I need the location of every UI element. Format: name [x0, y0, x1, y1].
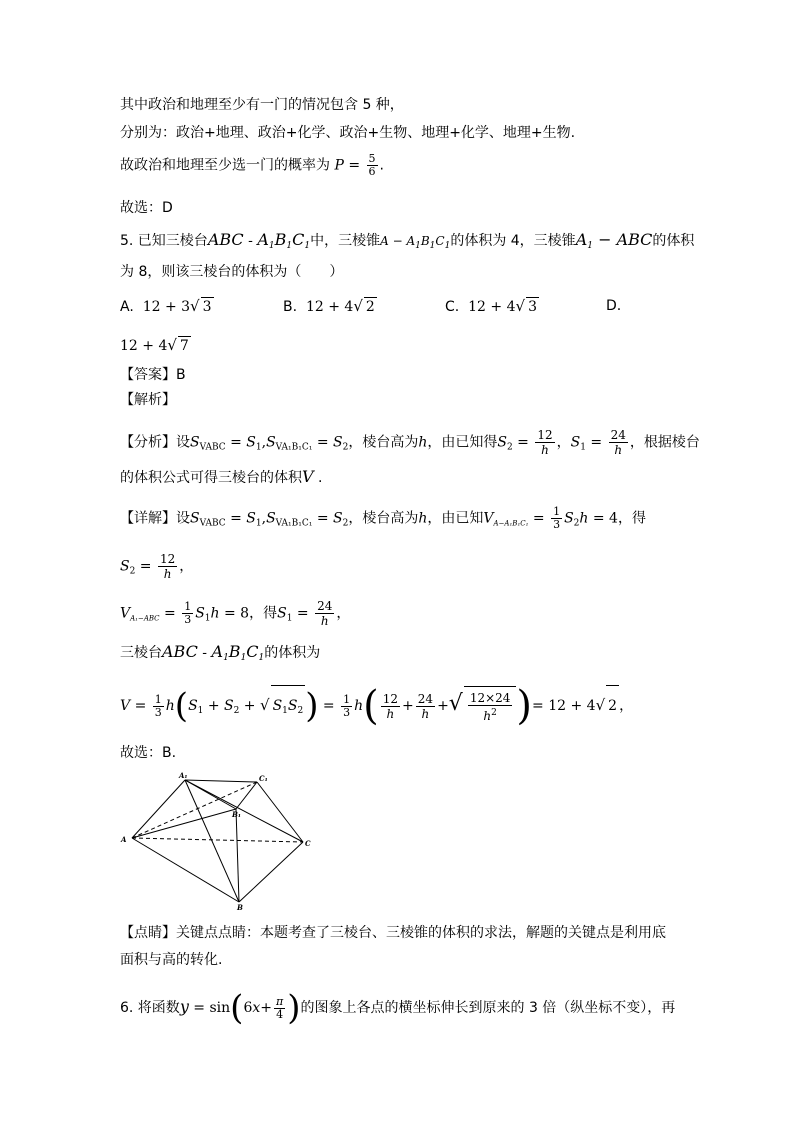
answer: 【答案】B	[120, 367, 186, 383]
label-a: A	[121, 835, 127, 844]
detail-s2: $S_2$ = $\frac{12}{h}$ ，	[120, 552, 194, 581]
key-point-line2: 面积与高的转化.	[120, 952, 223, 968]
label-a1: A₁	[179, 771, 188, 780]
frustum-figure	[115, 770, 325, 910]
question-5: 5. 已知三棱台ABC - $A_1B_1C_1$中，三棱锥$A - A_1B_1C_1$的体积为 4，三棱锥$A_1$ − ABC的体积	[120, 230, 695, 251]
choose-b: 故选：B.	[120, 745, 177, 761]
choose-d: 故选：D	[120, 200, 173, 216]
question-5-line2: 为 8，则该三棱台的体积为（ ）	[120, 264, 344, 280]
option-d: 12 + 4√ 7	[120, 336, 189, 354]
label-c1: C₁	[259, 774, 268, 783]
option-a: A. 12 + 3√ 3	[120, 297, 212, 315]
probability-line: 故政治和地理至少选一门的概率为 P = $\frac{5}{6}$ .	[120, 152, 384, 178]
text-line: 分别为：政治+地理、政治+化学、政治+生物、地理+化学、地理+生物.	[120, 125, 576, 141]
analysis-line: 【分析】设$S_{VABC} = S_1,S_{VA_1B_1C_1} = S_2$，棱台高为h，由已知得$S_2$ = $\frac{12}{h}$ ，$S_1$ = $\frac{24}{h}$ ，根据棱台	[120, 428, 700, 457]
detail-line: 【详解】设$S_{VABC} = S_1,S_{VA_1B_1C_1} = S_2$，棱台高为h，由已知$V_{A-A_1B_1C_1}$ = $\frac{1}{3}$ $S_2h = 4$，得	[120, 505, 646, 531]
volume-formula: V = $\frac{1}{3}$ $h(S_1 + S_2$ + √ $S_1S_2$) = $\frac{1}{3}$ h( $\frac{12}{h}$ + $\frac{24}{h}$ +√ $\frac{12\times 24}{h^2}$ )= 12 + 4√ 2 ，	[120, 683, 634, 729]
label-b1: B₁	[232, 810, 241, 819]
label-b: B	[237, 903, 243, 910]
analysis-line2: 的体积公式可得三棱台的体积V .	[120, 467, 323, 486]
detail-volume-lead: 三棱台ABC - $A_1B_1C_1$的体积为	[120, 642, 321, 663]
analysis-heading: 【解析】	[120, 392, 176, 408]
fraction: $\frac{5}{6}$	[368, 152, 376, 178]
option-d-label: D.	[606, 298, 622, 314]
key-point-line1: 【点睛】关键点点睛：本题考查了三棱台、三棱锥的体积的求法，解题的关键点是利用底	[120, 925, 666, 941]
question-6: 6. 将函数y = sin(6x+ $\frac{\pi}{4}$ )的图象上各点的横坐标伸长到原来的 3 倍（纵坐标不变），再	[120, 988, 676, 1028]
option-b: B. 12 + 4√ 2	[283, 297, 375, 315]
option-c: C. 12 + 4√ 3	[445, 297, 537, 315]
detail-s1: $V_{A_1-ABC}$ = $\frac{1}{3}$ $S_1h = 8$，得$S_1$ = $\frac{24}{h}$ ，	[120, 599, 351, 628]
text-line: 其中政治和地理至少有一门的情况包含 5 种，	[120, 97, 404, 113]
label-c: C	[305, 839, 311, 848]
